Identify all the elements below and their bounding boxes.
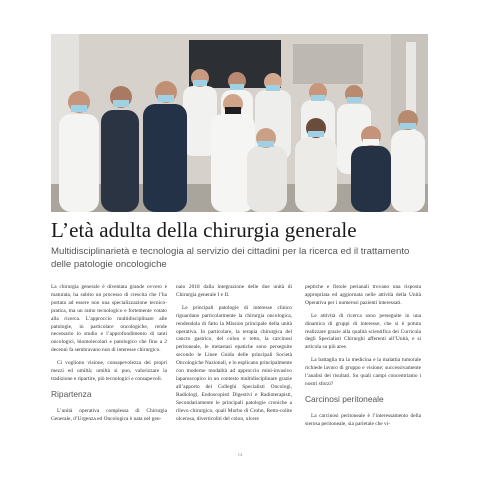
text-column-3 <box>305 284 421 434</box>
page-number: 14 <box>237 452 243 457</box>
paragraph: Le attività di ricerca sono perseguite in una dinamica di gruppi di interesse, che si è potuta realizzare grazie alla qualità scientifica dei Curricula degli Specialisti Chirurghi afferenti all’Unità, e si articola su più aree. <box>305 312 421 351</box>
paragraph: La battaglia tra la medicina e la malattia tumorale richiede lavoro di gruppo e visione; successivamente l’analisi dei risultati. Su quali campi concentriamo i nostri sforzi? <box>305 357 421 387</box>
paragraph: L’unità operativa complessa di Chirurgia Generale, d’Urgenza ed Oncologica è nata nel gen- <box>51 407 167 422</box>
paragraph: La chirurgia generale è diventata grande ovvero è maturata, ha subito un processo di crescita che l’ha portata ad essere non una specializzazione tecnico-pratica, ma un ramo tecnologico e fortemente votato alla ricerca. L’approccio multidisciplinare alle patologie, in particolare oncologiche, rende necessario lo studio e l’approfondimento di tanti oncologici, biomolecolari e patologico che fino a 2 decenni fa sembravano non di interesse chirurgico. <box>51 284 167 354</box>
section-heading-ripartenza: Ripartenza <box>51 388 92 399</box>
paragraph: Le principali patologie di interesse clinico riguardano particolarmente la chirurgia oncologica, rendendola di fatto la Mission principale della unità operativa. In particolare, la terapia chirurgica del cancro gastrico, del colon e retto, la carcinosi peritoneale, le metastasi epatiche sono perseguite secondo le Linee Guida delle principali Società Oncologiche Nazionali, e lo esplicano principalmente con moderne modalità ad approccio mini-invasivo laparoscopico in un contesto multidisciplinare grazie all’apporto dei Colleghi Specialisti Oncologi, Radiologi, Endoscopisti Digestivi e Radioterapisti, Secondariamente le principali patologie croniche a rilevo chirurgico, quali Morbo di Crohn, Retto-colite ulcerosa, diverticoliti del colon, ulcere <box>176 304 292 422</box>
section-heading-carcinosi: Carcinosi peritoneale <box>305 393 384 404</box>
paragraph: Ci vogliono visione, consapevolezza dei propri mezzi ed umiltà; umiltà si puo, valorizzare la tradizione e ripartire, più tecnologici e consapevoli. <box>51 360 167 382</box>
team-photo <box>51 34 428 212</box>
team-photo-illustration <box>51 34 428 212</box>
text-column-2 <box>176 284 292 428</box>
text-column-1 <box>51 284 167 429</box>
article-title: L’età adulta della chirurgia generale <box>51 218 357 242</box>
paragraph: peptiche e fistole perianali trovano una risposta appropriata ed aggiornata nelle attività della Unità Operativa per i numerosi pazienti interessati. <box>305 284 421 306</box>
article-subtitle: Multidisciplinarietà e tecnologia al servizio dei cittadini per la ricerca ed il trattamento delle patologie oncologiche <box>51 246 410 270</box>
paragraph: La carcinosi peritoneale è l’interessamento della sierosa peritoneale, sia parietale che vi- <box>305 412 421 427</box>
paragraph: naio 2018 dalla integrazione delle due unità di Chirurgia generale I e II. <box>176 284 292 298</box>
